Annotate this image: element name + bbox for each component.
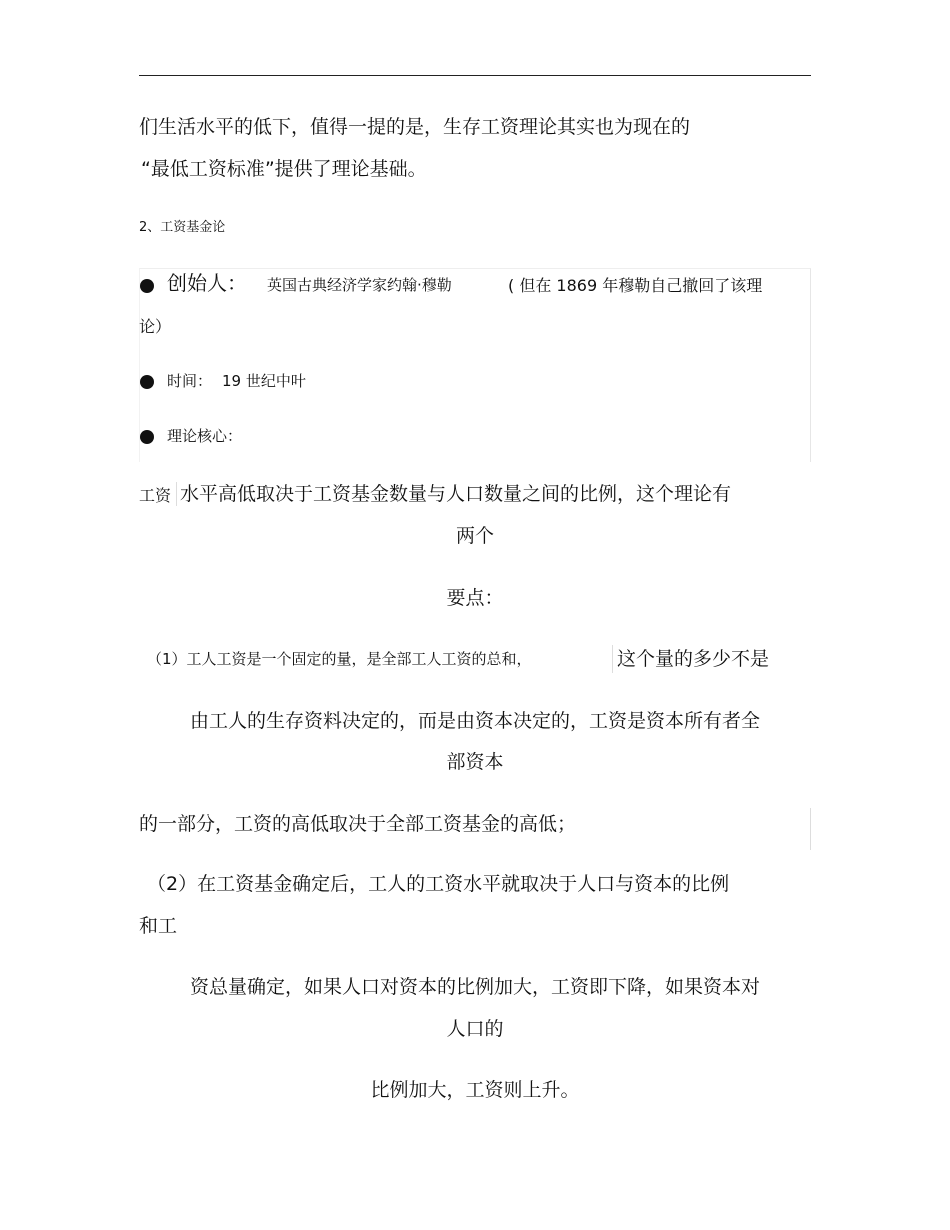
bullet-icon	[140, 430, 154, 444]
founder-text: 英国古典经济学家约翰·穆勒	[267, 276, 452, 294]
point-1-small: （1）工人工资是一个固定的量，是全部工人工资的总和，	[147, 650, 532, 668]
point-1-line-4: 的一部分，工资的高低取决于全部工资基金的高低；	[139, 813, 577, 835]
point-1-large: 这个量的多少不是	[617, 648, 770, 670]
text-divider	[612, 645, 613, 673]
bullet-icon	[140, 375, 154, 389]
point-1-line-2: 由工人的生存资料决定的，而是由资本决定的，工资是资本所有者全	[189, 710, 760, 732]
intro-line-1: 们生活水平的低下，值得一提的是，生存工资理论其实也为现在的	[139, 116, 691, 138]
founder-note-cont: 论）	[139, 317, 172, 336]
time-value: 19 世纪中叶	[222, 372, 306, 390]
point-2-line-1: （2）在工资基金确定后，工人的工资水平就取决于人口与资本的比例	[147, 873, 730, 895]
point-2-line-2: 和工	[139, 915, 178, 937]
text-divider	[176, 482, 177, 506]
core-text-line-3: 要点：	[446, 587, 504, 609]
intro-line-2: “最低工资标准”提供了理论基础。	[141, 158, 427, 180]
header-rule	[139, 75, 811, 76]
core-text-rest: 水平高低取决于工资基金数量与人口数量之间的比例，这个理论有	[180, 483, 732, 505]
core-text-line-2: 两个	[455, 525, 494, 547]
founder-label: 创始人：	[167, 271, 247, 295]
section-heading: 2、工资基金论	[139, 220, 226, 235]
core-label: 理论核心：	[167, 427, 243, 445]
founder-note: ( 但在 1869 年穆勒自己撤回了该理	[508, 276, 763, 295]
text-divider	[810, 808, 811, 850]
point-2-line-4: 人口的	[446, 1018, 504, 1040]
point-2-line-3: 资总量确定，如果人口对资本的比例加大，工资即下降，如果资本对	[189, 976, 760, 998]
point-2-line-5: 比例加大，工资则上升。	[370, 1079, 580, 1101]
point-1-line-3: 部资本	[446, 751, 504, 773]
core-text-lead: 工资	[139, 486, 172, 505]
bullet-icon	[140, 279, 154, 293]
time-label: 时间：	[167, 372, 213, 390]
